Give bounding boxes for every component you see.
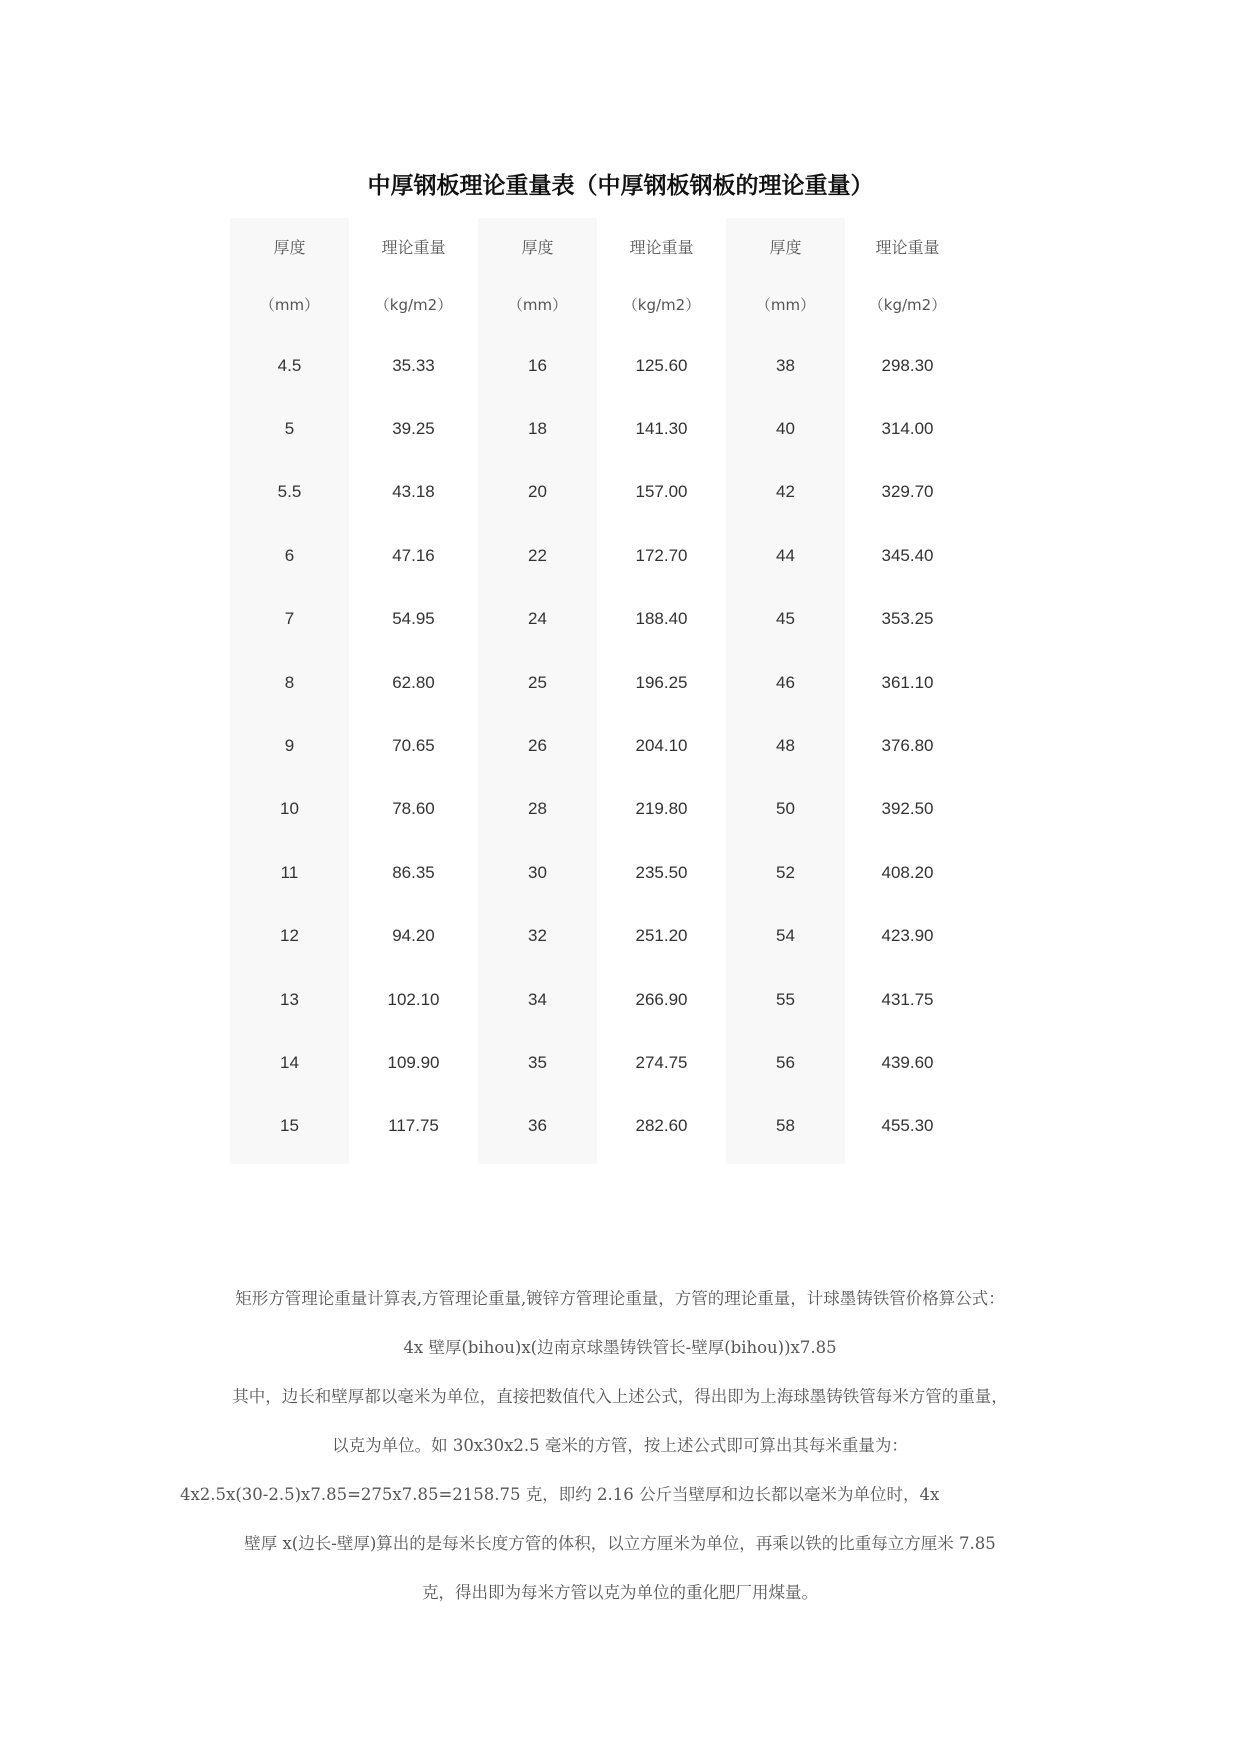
table-row bbox=[230, 905, 970, 968]
table-row bbox=[230, 461, 970, 524]
table-cell: 43.18 bbox=[392, 482, 435, 502]
table-cell: 42 bbox=[776, 482, 795, 502]
paragraph-line: 其中，边长和壁厚都以毫米为单位，直接把数值代入上述公式，得出即为上海球墨铸铁管每米方管的重量， bbox=[232, 1387, 1008, 1406]
table-cell: 35.33 bbox=[392, 355, 435, 375]
table-cell: 9 bbox=[284, 736, 295, 756]
table-cell: 12 bbox=[280, 926, 299, 946]
table-cell: 16 bbox=[528, 355, 547, 375]
table-cell: 30 bbox=[528, 862, 547, 882]
table-cell: 282.60 bbox=[635, 1116, 688, 1136]
table-cell: 36 bbox=[528, 1116, 547, 1136]
table-cell: 62.80 bbox=[392, 672, 435, 692]
table-cell: 45 bbox=[776, 609, 795, 629]
table-cell: 47.16 bbox=[392, 545, 435, 565]
table-row bbox=[230, 1095, 970, 1158]
table-cell: 78.60 bbox=[392, 799, 435, 819]
table-cell: 266.90 bbox=[635, 989, 688, 1009]
table-cell: 34 bbox=[528, 989, 547, 1009]
table-row bbox=[230, 841, 970, 904]
table-cell: 345.40 bbox=[881, 545, 934, 565]
table-cell: 439.60 bbox=[881, 1052, 934, 1072]
table-cell: 55 bbox=[776, 989, 795, 1009]
table-row bbox=[230, 1031, 970, 1094]
column-header: 厚度 bbox=[521, 237, 554, 257]
table-cell: 274.75 bbox=[635, 1052, 688, 1072]
paragraph-line: 克，得出即为每米方管以克为单位的重化肥厂用煤量。 bbox=[422, 1583, 818, 1602]
table-cell: 431.75 bbox=[881, 989, 934, 1009]
table-cell: 235.50 bbox=[635, 862, 688, 882]
table-header-row bbox=[230, 218, 970, 274]
column-unit: （kg/m2） bbox=[374, 295, 453, 314]
table-cell: 353.25 bbox=[881, 609, 934, 629]
table-cell: 35 bbox=[528, 1052, 547, 1072]
table-cell: 392.50 bbox=[881, 799, 934, 819]
column-header: 理论重量 bbox=[629, 237, 694, 257]
weight-table bbox=[230, 218, 970, 1158]
page-title: 中厚钢板理论重量表（中厚钢板钢板的理论重量） bbox=[367, 172, 874, 199]
table-cell: 32 bbox=[528, 926, 547, 946]
table-row bbox=[230, 524, 970, 587]
paragraph-line: 壁厚 x(边长-壁厚)算出的是每米长度方管的体积，以立方厘米为单位，再乘以铁的比重每立方厘米 7.85 bbox=[244, 1534, 996, 1553]
table-cell: 376.80 bbox=[881, 736, 934, 756]
paragraph-line: 4x 壁厚(bihou)x(边南京球墨铸铁管长-壁厚(bihou))x7.85 bbox=[403, 1338, 837, 1357]
formula-paragraph bbox=[180, 1274, 1060, 1617]
table-cell: 20 bbox=[528, 482, 547, 502]
table-cell: 26 bbox=[528, 736, 547, 756]
table-cell: 172.70 bbox=[635, 545, 688, 565]
table-cell: 157.00 bbox=[635, 482, 688, 502]
table-cell: 361.10 bbox=[881, 672, 934, 692]
table-cell: 54 bbox=[776, 926, 795, 946]
paragraph-line: 4x2.5x(30-2.5)x7.85=275x7.85=2158.75 克，即约 2.16 公斤当壁厚和边长都以毫米为单位时，4x bbox=[180, 1485, 940, 1504]
table-row bbox=[230, 651, 970, 714]
column-unit: （kg/m2） bbox=[622, 295, 701, 314]
table-cell: 40 bbox=[776, 419, 795, 439]
table-cell: 13 bbox=[280, 989, 299, 1009]
column-unit: （mm） bbox=[507, 295, 568, 314]
table-cell: 28 bbox=[528, 799, 547, 819]
table-row bbox=[230, 397, 970, 460]
column-header: 理论重量 bbox=[381, 237, 446, 257]
weight-table-container bbox=[230, 218, 970, 1158]
table-unit-row bbox=[230, 274, 970, 334]
table-cell: 39.25 bbox=[392, 419, 435, 439]
table-cell: 204.10 bbox=[635, 736, 688, 756]
table-cell: 423.90 bbox=[881, 926, 934, 946]
column-header: 厚度 bbox=[273, 237, 306, 257]
table-cell: 125.60 bbox=[635, 355, 688, 375]
table-cell: 298.30 bbox=[881, 355, 934, 375]
table-cell: 18 bbox=[528, 419, 547, 439]
table-cell: 70.65 bbox=[392, 736, 435, 756]
table-cell: 408.20 bbox=[881, 862, 934, 882]
table-cell: 52 bbox=[776, 862, 795, 882]
column-unit: （kg/m2） bbox=[868, 295, 947, 314]
table-cell: 54.95 bbox=[392, 609, 435, 629]
paragraph-line: 以克为单位。如 30x30x2.5 毫米的方管，按上述公式即可算出其每米重量为： bbox=[332, 1436, 908, 1455]
table-cell: 15 bbox=[280, 1116, 299, 1136]
table-row bbox=[230, 778, 970, 841]
table-cell: 5 bbox=[284, 419, 295, 439]
table-cell: 58 bbox=[776, 1116, 795, 1136]
table-cell: 188.40 bbox=[635, 609, 688, 629]
table-cell: 24 bbox=[528, 609, 547, 629]
table-cell: 25 bbox=[528, 672, 547, 692]
paragraph-line: 矩形方管理论重量计算表,方管理论重量,镀锌方管理论重量，方管的理论重量，计球墨铸铁管价格算公式： bbox=[235, 1289, 1005, 1308]
table-row bbox=[230, 334, 970, 397]
table-cell: 196.25 bbox=[635, 672, 688, 692]
table-cell: 5.5 bbox=[277, 482, 302, 502]
column-header: 理论重量 bbox=[875, 237, 940, 257]
table-row bbox=[230, 968, 970, 1031]
table-cell: 141.30 bbox=[635, 419, 688, 439]
table-cell: 94.20 bbox=[392, 926, 435, 946]
table-cell: 455.30 bbox=[881, 1116, 934, 1136]
table-cell: 7 bbox=[284, 609, 295, 629]
table-cell: 102.10 bbox=[387, 989, 440, 1009]
table-cell: 50 bbox=[776, 799, 795, 819]
table-cell: 329.70 bbox=[881, 482, 934, 502]
table-cell: 44 bbox=[776, 545, 795, 565]
table-cell: 8 bbox=[284, 672, 295, 692]
table-cell: 14 bbox=[280, 1052, 299, 1072]
table-cell: 219.80 bbox=[635, 799, 688, 819]
column-unit: （mm） bbox=[259, 295, 320, 314]
column-unit: （mm） bbox=[755, 295, 816, 314]
table-cell: 11 bbox=[280, 862, 299, 882]
table-cell: 10 bbox=[280, 799, 299, 819]
table-cell: 117.75 bbox=[388, 1116, 439, 1136]
table-cell: 46 bbox=[776, 672, 795, 692]
table-cell: 6 bbox=[284, 545, 295, 565]
table-cell: 38 bbox=[776, 355, 795, 375]
table-cell: 251.20 bbox=[635, 926, 688, 946]
table-cell: 4.5 bbox=[277, 355, 302, 375]
table-row bbox=[230, 588, 970, 651]
table-cell: 86.35 bbox=[392, 862, 435, 882]
table-cell: 22 bbox=[528, 545, 547, 565]
table-cell: 109.90 bbox=[387, 1052, 440, 1072]
column-header: 厚度 bbox=[769, 237, 802, 257]
table-cell: 314.00 bbox=[881, 419, 934, 439]
table-cell: 48 bbox=[776, 736, 795, 756]
table-row bbox=[230, 714, 970, 777]
table-cell: 56 bbox=[776, 1052, 795, 1072]
